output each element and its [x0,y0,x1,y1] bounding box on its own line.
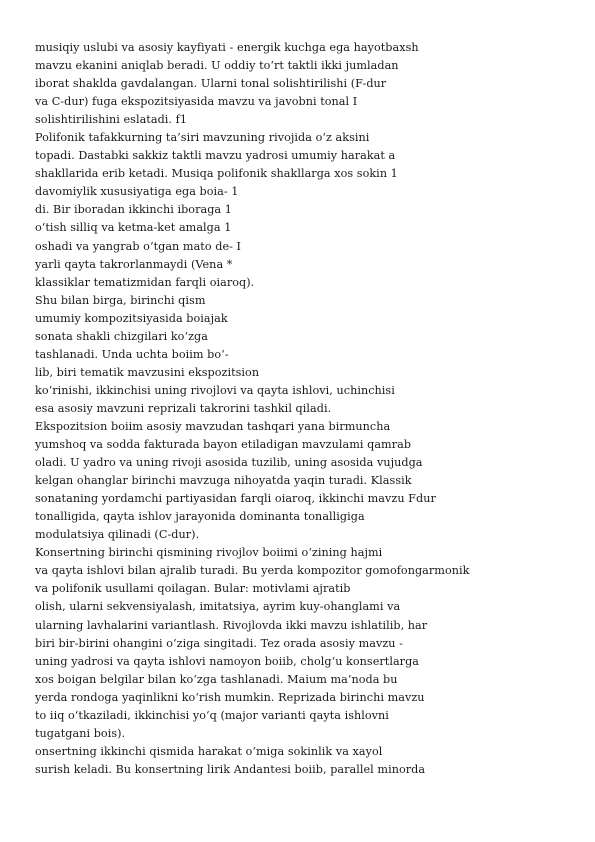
text-line: musiqiy uslubi va asosiy kayfiyati - energik kuchga ega hayotbaxsh [35,41,419,54]
text-line: davomiylik xususiyatiga ega boia- 1 [35,185,239,199]
text-line: onsertning ikkinchi qismida harakat o‘miga sokinlik va xayol [35,744,383,758]
text-line: ko‘rinishi, ikkinchisi uning rivojlovi va qayta ishlovi, uchinchisi [35,383,395,397]
text-line: lib, biri tematik mavzusini ekspozitsion [35,365,260,379]
text-line: o‘tish silliq va ketma-ket amalga 1 [35,221,232,235]
text-line: olish, ularni sekvensiyalash, imitatsiya, ayrim kuy-ohanglami va [35,600,401,614]
text-line: Shu bilan birga, birinchi qism [35,293,206,307]
text-line: oshadi va yangrab o‘tgan mato de- I [35,239,242,253]
text-line: yumshoq va sodda fakturada bayon etiladigan mavzulami qamrab [35,438,412,452]
text-line: yerda rondoga yaqinlikni ko‘rish mumkin. Reprizada birinchi mavzu [35,690,425,704]
text-line: Polifonik tafakkurning ta’siri mavzuning rivojida o‘z aksini [35,131,370,145]
text-line: mavzu ekanini aniqlab beradi. U oddiy to‘rt taktli ikki jumladan [35,59,399,73]
text-line: solishtirilishini eslatadi. f1 [35,113,187,127]
text-line: ularning lavhalarini variantlash. Rivojlovda ikki mavzu ishlatilib, har [35,618,428,632]
text-line: to iiq o‘tkaziladi, ikkinchisi yo‘q (major varianti qayta ishlovni [35,708,389,722]
text-line: oladi. U yadro va uning rivoji asosida tuzilib, uning asosida vujudga [35,456,423,470]
text-line: xos boigan belgilar bilan ko‘zga tashlanadi. Maium ma’noda bu [35,672,398,686]
text-line: di. Bir iboradan ikkinchi iboraga 1 [35,203,232,217]
text-line: va qayta ishlovi bilan ajralib turadi. Bu yerda kompozitor gomofongarmonik [35,564,470,578]
text-line: esa asosiy mavzuni reprizali takrorini tashkil qiladi. [35,401,332,415]
text-line: sonataning yordamchi partiyasidan farqli oiaroq, ikkinchi mavzu Fdur [35,492,436,506]
text-line: va polifonik usullami qoilagan. Bular: motivlami ajratib [35,582,351,596]
text-line: surish keladi. Bu konsertning lirik Andantesi boiib, parallel minorda [35,762,426,776]
text-line: iborat shaklda gavdalangan. Ularni tonal solishtirilishi (F-dur [35,77,387,91]
text-line: va C-dur) fuga ekspozitsiyasida mavzu va javobni tonal I [35,95,358,109]
body-text [35,39,587,779]
text-line: tashlanadi. Unda uchta boiim bo‘- [35,347,229,361]
text-line: Ekspozitsion boiim asosiy mavzudan tashqari yana birmuncha [35,419,391,433]
text-line: uning yadrosi va qayta ishlovi namoyon boiib, cholg‘u konsertlarga [35,654,420,668]
text-line: tonalligida, qayta ishlov jarayonida dominanta tonalligiga [35,510,365,524]
text-line: klassiklar tematizmidan farqli oiaroq). [35,275,255,289]
text-line: tugatgani bois). [35,726,126,740]
text-line: sonata shakli chizgilari ko‘zga [35,329,208,343]
text-line: kelgan ohanglar birinchi mavzuga nihoyatda yaqin turadi. Klassik [35,474,412,488]
text-line: modulatsiya qilinadi (C-dur). [35,528,200,542]
text-line: shakllarida erib ketadi. Musiqa polifonik shakllarga xos sokin 1 [35,167,398,181]
text-line: Konsertning birinchi qismining rivojlov boiimi o‘zining hajmi [35,546,383,560]
text-line: yarli qayta takrorlanmaydi (Vena * [35,257,233,271]
text-line: umumiy kompozitsiyasida boiajak [35,311,228,325]
text-line: topadi. Dastabki sakkiz taktli mavzu yadrosi umumiy harakat a [35,149,396,163]
text-line: biri bir-birini ohangini o‘ziga singitadi. Tez orada asosiy mavzu - [35,636,403,650]
